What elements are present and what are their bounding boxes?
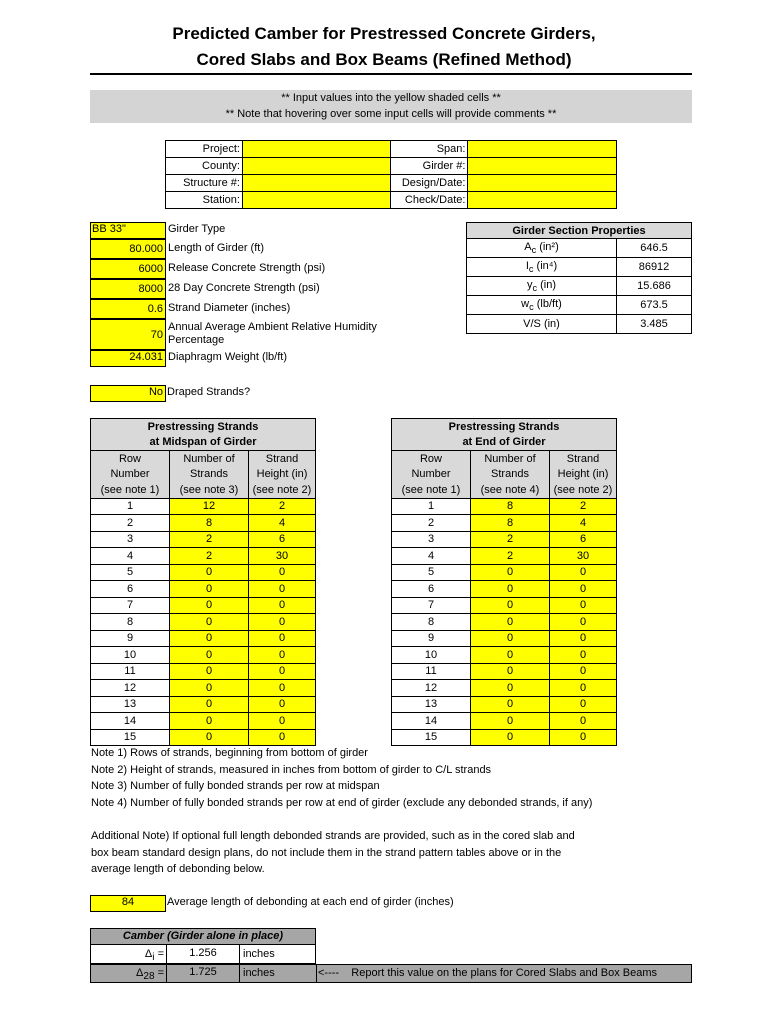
strand-count-input[interactable]: 8 (471, 515, 550, 532)
row-number-cell: 14 (91, 713, 170, 730)
design-date-input[interactable] (468, 175, 617, 192)
strand-height-input[interactable]: 0 (550, 630, 617, 647)
strand-count-input[interactable]: 8 (170, 515, 249, 532)
row-number-cell: 12 (91, 680, 170, 697)
day28-strength-label: 28 Day Concrete Strength (psi) (168, 282, 320, 294)
prop-unit: (in²) (539, 240, 559, 253)
strand-count-input[interactable]: 0 (471, 581, 550, 598)
end-row (392, 663, 617, 680)
end-row (392, 713, 617, 730)
strand-count-input[interactable]: 0 (471, 614, 550, 631)
strand-height-input[interactable]: 0 (550, 729, 617, 746)
release-strength-input[interactable]: 6000 (90, 259, 166, 279)
vs-ratio-value: 3.485 (617, 315, 692, 334)
girder-type-input[interactable]: BB 33" (90, 222, 166, 239)
end-row (392, 548, 617, 565)
row-number-cell: 6 (91, 581, 170, 598)
strand-height-input[interactable]: 6 (249, 531, 316, 548)
col-header: Height (in) (550, 467, 617, 483)
row-number-cell: 5 (91, 564, 170, 581)
strand-height-input[interactable]: 0 (249, 663, 316, 680)
strand-count-input[interactable]: 2 (471, 548, 550, 565)
girder-type-label: Girder Type (168, 223, 226, 235)
strand-height-input[interactable]: 4 (249, 515, 316, 532)
strand-height-input[interactable]: 6 (550, 531, 617, 548)
camber-28day-unit: inches (243, 967, 275, 979)
midspan-row (91, 713, 316, 730)
prop-label: A (524, 240, 532, 253)
col-header: Row (91, 451, 170, 467)
centroid-value: 15.686 (617, 277, 692, 296)
prop-sub: c (532, 283, 538, 294)
debond-length-input[interactable]: 84 (90, 895, 166, 912)
strand-count-input[interactable]: 0 (471, 597, 550, 614)
prop-label: y (526, 278, 533, 291)
end-row (392, 647, 617, 664)
row-number-cell: 13 (91, 696, 170, 713)
midspan-row (91, 515, 316, 532)
page-title: Predicted Camber for Prestressed Concrete Girders, (172, 24, 596, 43)
girder-length-input[interactable]: 80.000 (90, 239, 166, 259)
midspan-row (91, 729, 316, 746)
day28-strength-input[interactable]: 8000 (90, 279, 166, 299)
strand-count-input[interactable]: 2 (170, 531, 249, 548)
row-number-cell: 4 (91, 548, 170, 565)
span-input[interactable] (468, 141, 617, 158)
strand-count-input[interactable]: 0 (471, 713, 550, 730)
row-number-cell: 14 (392, 713, 471, 730)
col-header: Strands (471, 467, 550, 483)
col-header: (see note 1) (91, 482, 170, 498)
midspan-title: Prestressing Strands (91, 419, 316, 435)
row-number-cell: 11 (392, 663, 471, 680)
strand-count-input[interactable]: 0 (170, 663, 249, 680)
midspan-row (91, 564, 316, 581)
design-date-label: Design/Date: (391, 175, 468, 192)
report-note: <---- Report this value on the plans for Cored Slabs and Box Beams (318, 967, 658, 979)
project-label: Project: (166, 141, 243, 158)
project-input[interactable] (242, 141, 391, 158)
strand-count-input[interactable]: 8 (471, 498, 550, 515)
row-number-cell: 13 (392, 696, 471, 713)
strand-diameter-input[interactable]: 0.6 (90, 299, 166, 319)
strand-count-input[interactable]: 0 (170, 696, 249, 713)
midspan-row (91, 498, 316, 515)
prop-unit: (in⁴) (536, 259, 558, 272)
strand-height-input[interactable]: 0 (550, 597, 617, 614)
check-date-label: Check/Date: (391, 192, 468, 209)
page-subtitle: Cored Slabs and Box Beams (Refined Method) (196, 50, 572, 69)
strand-height-input[interactable]: 0 (249, 564, 316, 581)
strand-count-input[interactable]: 2 (170, 548, 249, 565)
strand-count-input[interactable]: 0 (170, 581, 249, 598)
strand-count-input[interactable]: 12 (170, 498, 249, 515)
end-rows (392, 498, 617, 746)
col-header: (see note 2) (550, 482, 617, 498)
project-info-table (165, 140, 617, 209)
humidity-input[interactable]: 70 (90, 319, 166, 350)
prop-unit: (lb/ft) (536, 297, 562, 310)
section-properties-table (466, 222, 692, 334)
end-row (392, 581, 617, 598)
strand-height-input[interactable]: 0 (550, 564, 617, 581)
structure-label: Structure #: (166, 175, 243, 192)
prop-unit: (in) (540, 278, 557, 291)
prop-sub: c (529, 302, 534, 313)
end-row (392, 614, 617, 631)
delta-symbol: Δ (136, 967, 144, 979)
diaphragm-weight-input[interactable]: 24.031 (90, 350, 166, 367)
row-number-cell: 8 (392, 614, 471, 631)
strand-height-input[interactable]: 0 (550, 663, 617, 680)
row-number-cell: 3 (91, 531, 170, 548)
strand-count-input[interactable]: 0 (170, 630, 249, 647)
row-number-cell: 9 (392, 630, 471, 647)
end-subtitle: at End of Girder (392, 435, 617, 451)
strand-count-input[interactable]: 0 (170, 729, 249, 746)
strand-height-input[interactable]: 4 (550, 515, 617, 532)
prop-sub: c (531, 245, 537, 256)
strand-height-input[interactable]: 2 (249, 498, 316, 515)
humidity-label: Annual Average Ambient Relative Humidity Percentage (168, 321, 377, 346)
strand-count-input[interactable]: 0 (170, 647, 249, 664)
row-number-cell: 8 (91, 614, 170, 631)
col-header: (see note 1) (392, 482, 471, 498)
strand-height-input[interactable]: 0 (249, 713, 316, 730)
strand-height-input[interactable]: 0 (550, 680, 617, 697)
strand-height-input[interactable]: 0 (550, 647, 617, 664)
diaphragm-weight-label: Diaphragm Weight (lb/ft) (168, 351, 288, 363)
row-number-cell: 7 (91, 597, 170, 614)
note-3: Note 3) Number of fully bonded strands per row at midspan (91, 780, 380, 792)
strand-height-input[interactable]: 2 (550, 498, 617, 515)
midspan-row (91, 647, 316, 664)
prop-sub: c (528, 264, 534, 275)
midspan-row (91, 597, 316, 614)
instructions-bar (90, 90, 692, 123)
row-number-cell: 11 (91, 663, 170, 680)
col-header: Row (392, 451, 471, 467)
row-number-cell: 2 (91, 515, 170, 532)
col-header: Height (in) (249, 467, 316, 483)
strand-height-input[interactable]: 0 (550, 713, 617, 730)
end-row (392, 564, 617, 581)
col-header: Strand (249, 451, 316, 467)
row-number-cell: 12 (392, 680, 471, 697)
camber-header: Camber (Girder alone in place) (90, 928, 316, 945)
girder-number-input[interactable] (468, 158, 617, 175)
row-number-cell: 9 (91, 630, 170, 647)
strand-height-input[interactable]: 0 (249, 581, 316, 598)
col-header: (see note 4) (471, 482, 550, 498)
strand-count-input[interactable]: 0 (170, 597, 249, 614)
strand-height-input[interactable]: 30 (550, 548, 617, 565)
strand-height-input[interactable]: 30 (249, 548, 316, 565)
midspan-row (91, 548, 316, 565)
delta-sub: 28 (143, 971, 155, 983)
midspan-row (91, 614, 316, 631)
midspan-row (91, 696, 316, 713)
midspan-row (91, 663, 316, 680)
end-strands-table (391, 418, 617, 746)
release-strength-label: Release Concrete Strength (psi) (168, 262, 326, 274)
draped-strands-input[interactable]: No (90, 385, 166, 402)
midspan-strands-table (90, 418, 316, 746)
inertia-value: 86912 (617, 258, 692, 277)
strand-count-input[interactable]: 2 (471, 531, 550, 548)
strand-count-input[interactable]: 0 (471, 696, 550, 713)
strand-height-input[interactable]: 0 (550, 696, 617, 713)
station-label: Station: (166, 192, 243, 209)
strand-diameter-label: Strand Diameter (inches) (168, 302, 291, 314)
col-header: Strand (550, 451, 617, 467)
camber-28day-value: 1.725 (166, 964, 240, 983)
row-number-cell: 6 (392, 581, 471, 598)
row-number-cell: 10 (392, 647, 471, 664)
strand-height-input[interactable]: 0 (550, 581, 617, 598)
midspan-row (91, 581, 316, 598)
strand-count-input[interactable]: 0 (471, 647, 550, 664)
end-row (392, 531, 617, 548)
girder-number-label: Girder #: (391, 158, 468, 175)
camber-initial-value: 1.256 (166, 945, 240, 964)
structure-input[interactable] (242, 175, 391, 192)
row-number-cell: 3 (392, 531, 471, 548)
strand-count-input[interactable]: 0 (170, 680, 249, 697)
delta-symbol: Δ (144, 948, 153, 960)
additional-note-line: average length of debonding below. (91, 863, 265, 875)
camber-initial-unit: inches (243, 948, 275, 960)
row-number-cell: 10 (91, 647, 170, 664)
col-header: (see note 3) (170, 482, 249, 498)
prop-label: w (521, 297, 530, 310)
strand-height-input[interactable]: 0 (249, 630, 316, 647)
row-number-cell: 7 (392, 597, 471, 614)
strand-count-input[interactable]: 0 (170, 564, 249, 581)
weight-value: 673.5 (617, 296, 692, 315)
col-header: (see note 2) (249, 482, 316, 498)
strand-height-input[interactable]: 0 (249, 729, 316, 746)
row-number-cell: 1 (91, 498, 170, 515)
midspan-row (91, 531, 316, 548)
strand-height-input[interactable]: 0 (249, 647, 316, 664)
instruction-line: ** Input values into the yellow shaded cells ** (281, 92, 501, 104)
strand-count-input[interactable]: 0 (471, 663, 550, 680)
check-date-input[interactable] (468, 192, 617, 209)
strand-count-input[interactable]: 0 (170, 614, 249, 631)
county-input[interactable] (242, 158, 391, 175)
delta-sub: i (152, 952, 155, 964)
col-header: Number of (170, 451, 249, 467)
strand-height-input[interactable]: 0 (249, 614, 316, 631)
midspan-row (91, 680, 316, 697)
cell-divider (316, 964, 317, 983)
additional-note-line: Additional Note) If optional full length debonded strands are provided, such as in the cored slab and (91, 830, 575, 842)
end-title: Prestressing Strands (392, 419, 617, 435)
strand-height-input[interactable]: 0 (249, 696, 316, 713)
end-row (392, 729, 617, 746)
col-header: Number of (471, 451, 550, 467)
row-number-cell: 15 (392, 729, 471, 746)
row-number-cell: 2 (392, 515, 471, 532)
title-divider (90, 73, 692, 75)
strand-count-input[interactable]: 0 (170, 713, 249, 730)
girder-length-label: Length of Girder (ft) (168, 242, 264, 254)
draped-strands-label: Draped Strands? (167, 386, 251, 398)
prop-label: I (525, 259, 529, 272)
strand-count-input[interactable]: 0 (471, 630, 550, 647)
row-number-cell: 4 (392, 548, 471, 565)
col-header: Strands (170, 467, 249, 483)
end-row (392, 515, 617, 532)
note-1: Note 1) Rows of strands, beginning from bottom of girder (91, 747, 368, 759)
instruction-line: ** Note that hovering over some input cells will provide comments ** (225, 108, 557, 120)
section-properties-header: Girder Section Properties (467, 223, 692, 239)
row-number-cell: 1 (392, 498, 471, 515)
county-label: County: (166, 158, 243, 175)
station-input[interactable] (242, 192, 391, 209)
span-label: Span: (391, 141, 468, 158)
end-row (392, 630, 617, 647)
area-value: 646.5 (617, 239, 692, 258)
strand-height-input[interactable]: 0 (550, 614, 617, 631)
col-header: Number (91, 467, 170, 483)
end-row (392, 680, 617, 697)
strand-height-input[interactable]: 0 (249, 680, 316, 697)
row-number-cell: 15 (91, 729, 170, 746)
midspan-row (91, 630, 316, 647)
debond-length-label: Average length of debonding at each end of girder (inches) (167, 896, 454, 908)
midspan-subtitle: at Midspan of Girder (91, 435, 316, 451)
midspan-rows (91, 498, 316, 746)
note-2: Note 2) Height of strands, measured in inches from bottom of girder to C/L strands (91, 764, 492, 776)
strand-count-input[interactable]: 0 (471, 680, 550, 697)
row-number-cell: 5 (392, 564, 471, 581)
note-4: Note 4) Number of fully bonded strands per row at end of girder (exclude any debonded strands, if any) (91, 797, 593, 809)
end-row (392, 696, 617, 713)
strand-count-input[interactable]: 0 (471, 729, 550, 746)
prop-unit: (in) (543, 318, 560, 330)
end-row (392, 597, 617, 614)
col-header: Number (392, 467, 471, 483)
prop-label: V/S (523, 318, 541, 330)
end-row (392, 498, 617, 515)
strand-count-input[interactable]: 0 (471, 564, 550, 581)
additional-note-line: box beam standard design plans, do not include them in the strand pattern tables above or in the (91, 847, 562, 859)
strand-height-input[interactable]: 0 (249, 597, 316, 614)
